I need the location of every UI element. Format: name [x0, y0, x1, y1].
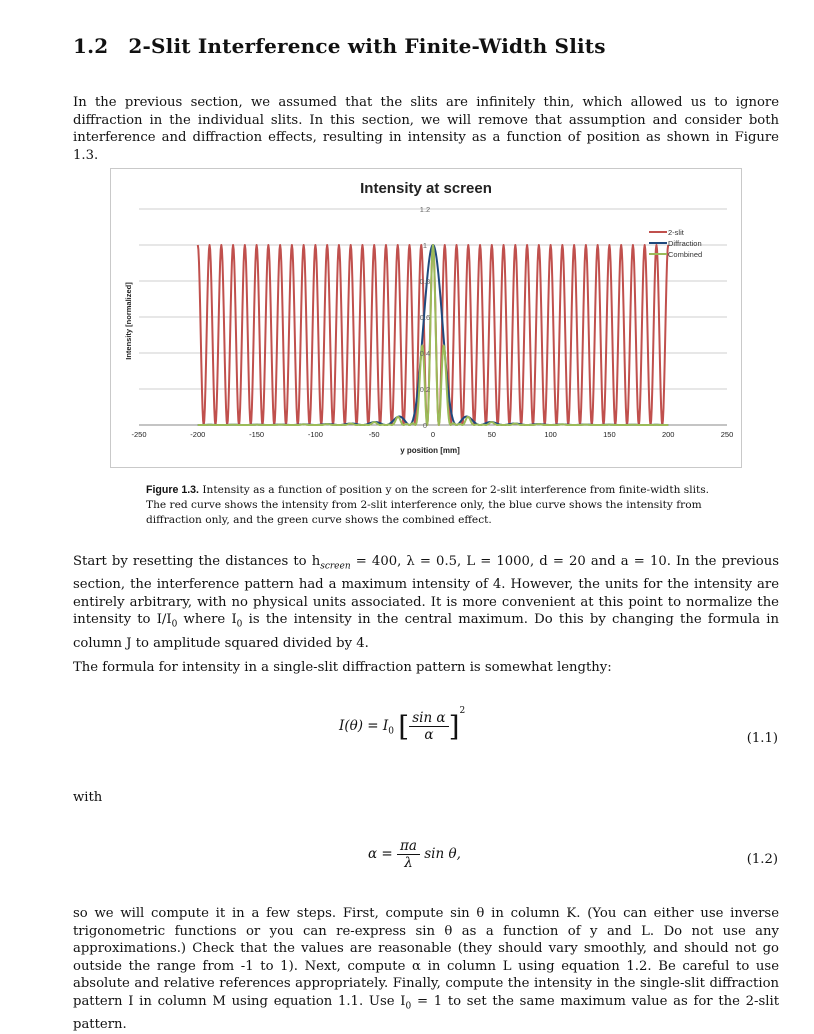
- p2-sub-0b: 0: [236, 620, 243, 631]
- x-tick-label: 100: [544, 430, 557, 439]
- paragraph-steps: [73, 905, 779, 1034]
- legend-label: Diffraction: [668, 239, 702, 248]
- x-tick-label: 150: [603, 430, 616, 439]
- p2-part-d: is the intensity in the central maximum. Do this by changing the formula in column J to amplitude squared divided by 4.: [73, 612, 779, 651]
- x-tick-label: -250: [131, 430, 147, 439]
- series-2-slit: [198, 245, 668, 425]
- eq1-sub: 0: [388, 726, 394, 737]
- chart-title: Intensity at screen: [360, 180, 492, 197]
- eq1-denominator: α: [424, 727, 434, 743]
- section-title: 2-Slit Interference with Finite-Width Slits: [128, 34, 606, 58]
- legend-label: Combined: [668, 250, 703, 259]
- p2-part-b: = 400, λ = 0.5, L = 1000, d = 20 and a = 10. In the previous section, the interference pattern had a maximum intensity of 4. However, the units for the intensity are entirely arbitrary, with no physical units associated. It is more convenient at this point to normalize the intensity to I/I: [73, 554, 779, 628]
- paragraph-formula-intro: The formula for intensity in a single-slit diffraction pattern is somewhat lengthy:: [73, 660, 612, 675]
- x-tick-label: 250: [720, 430, 734, 439]
- p2-sub-0a: 0: [171, 620, 178, 631]
- figure-caption: [146, 483, 712, 528]
- eq1-lhs: I(θ) = I: [339, 718, 389, 734]
- eq2-lhs: α =: [368, 846, 398, 862]
- eq2-fraction: [397, 838, 420, 871]
- x-tick-label: -200: [190, 430, 206, 439]
- legend-label: 2-slit: [668, 228, 684, 237]
- y-tick-label: 0.2: [419, 385, 431, 394]
- eq2-rhs: sin θ,: [419, 846, 461, 862]
- y-tick-label: 0.6: [419, 313, 431, 322]
- x-tick-label: 200: [661, 430, 675, 439]
- eq2-denominator: λ: [404, 855, 413, 871]
- x-tick-label: 0: [430, 430, 436, 439]
- x-tick-label: 50: [487, 430, 496, 439]
- y-axis-label: Intensity [normalized]: [124, 282, 133, 360]
- x-tick-label: -100: [307, 430, 323, 439]
- y-tick-label: 1: [422, 241, 428, 250]
- equation-1-2: [368, 838, 461, 871]
- series-diffraction: [198, 245, 668, 425]
- equation-number-1-2: (1.2): [746, 852, 778, 867]
- caption-text: Intensity as a function of position y on the screen for 2-slit interference from finite-width slits. The red curve shows the intensity from 2-slit interference only, the blue curve shows the intensity from diffraction only, and the green curve shows the combined effect.: [146, 484, 710, 526]
- y-tick-label: 0: [422, 421, 428, 430]
- y-tick-label: 0.4: [419, 349, 431, 358]
- eq1-fraction: [409, 710, 448, 743]
- equation-number-1-1: (1.1): [746, 731, 778, 746]
- intensity-chart: [110, 168, 742, 468]
- series-combined: [198, 245, 668, 425]
- p4-part-a: so we will compute it in a few steps. First, compute sin θ in column K. (You can either use inverse trigonometric functions or you can re-express sin θ as a function of y and L. Do not use any approximations.) Check that the values are reasonable (they should vary smoothly, and should not go outside the range from -1 to 1). Next, compute α in column L using equation 1.2. Be careful to use absolute and relative references appropriately. Finally, compute the intensity in the single-slit diffraction pattern I in column M using equation 1.1. Use I: [73, 906, 779, 1009]
- eq1-numerator: sin α: [409, 710, 448, 727]
- equation-1-1: $I(\theta) = I_0$ [ $\frac{\text{sin α}}{\alpha}$ ]$^2$: [339, 705, 466, 743]
- p2-sub-screen: screen: [320, 561, 351, 572]
- y-tick-label: 1.2: [419, 205, 431, 214]
- y-tick-label: 0.8: [419, 277, 431, 286]
- eq2-numerator: πa: [397, 838, 420, 855]
- chart-legend: [649, 228, 702, 259]
- p2-part-c: where I: [177, 612, 237, 628]
- x-tick-label: -150: [249, 430, 265, 439]
- chart-svg: [111, 169, 741, 467]
- p4-part-b: = 1 to set the same maximum value as for the 2-slit pattern.: [73, 993, 780, 1033]
- p2-part-a: Start by resetting the distances to h: [73, 554, 321, 569]
- x-axis-label: y position [mm]: [400, 446, 460, 455]
- caption-label: Figure 1.3.: [146, 484, 199, 496]
- eq1-power: 2: [459, 705, 466, 716]
- section-heading: [73, 34, 606, 58]
- intro-paragraph: In the previous section, we assumed that the slits are infinitely thin, which allowed us to ignore diffraction in the individual slits. In this section, we will remove that assumption and consider both interference and diffraction effects, resulting in intensity as a function of position as shown in Figure 1.3.: [73, 95, 779, 163]
- with-label: with: [73, 790, 103, 805]
- paragraph-normalize: [73, 553, 779, 652]
- section-number: 1.2: [73, 34, 109, 58]
- x-tick-label: -50: [368, 430, 380, 439]
- p4-sub-0: 0: [405, 1001, 412, 1012]
